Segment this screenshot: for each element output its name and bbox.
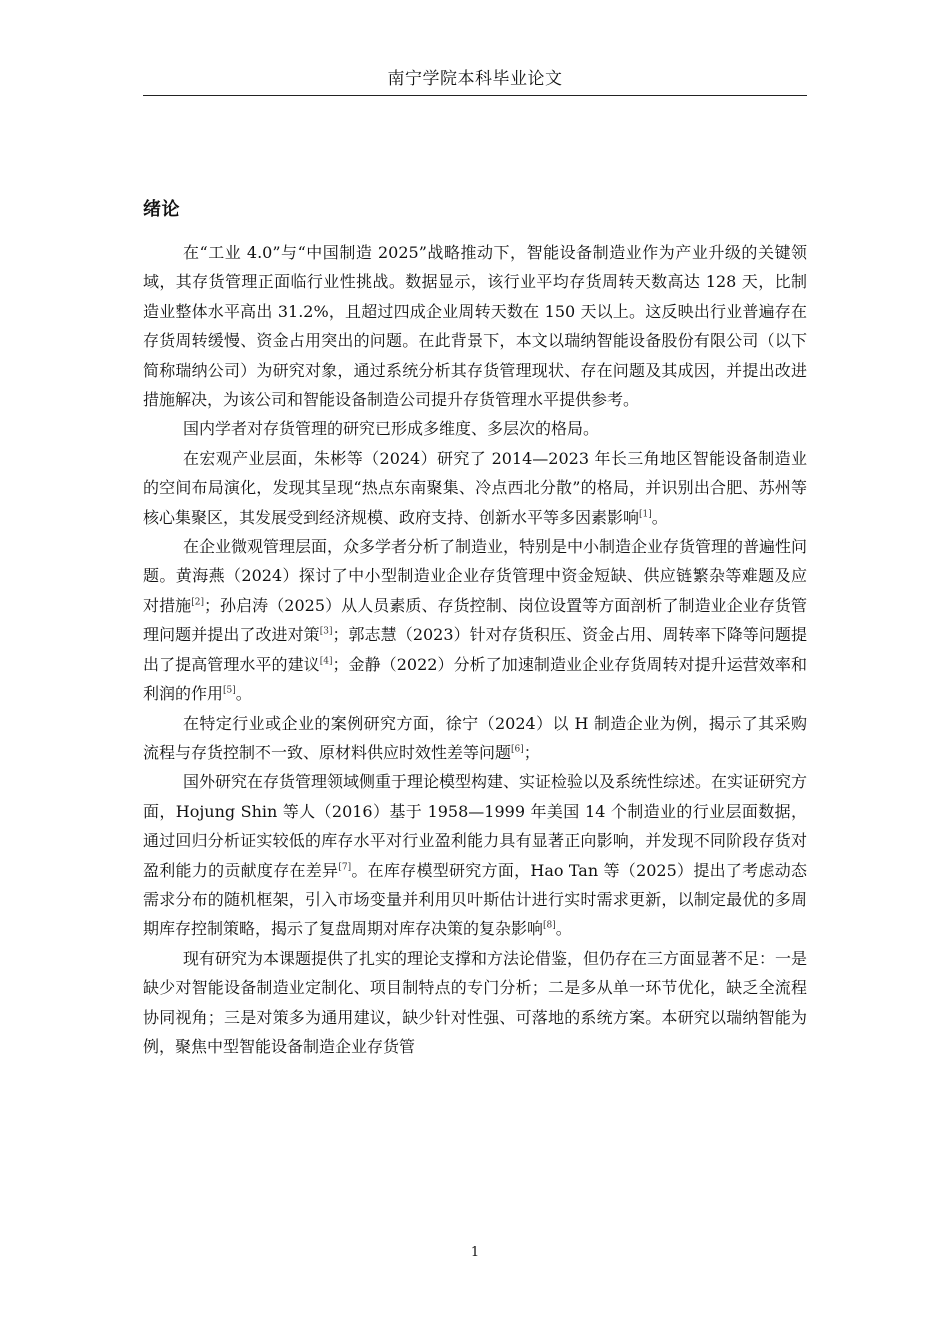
paragraph-text: ；孙启涛（2025）从人员素质、存货控制、岗位设置等方面剖析了制造业企业存货管理问题并提出了改进对策 <box>143 595 807 645</box>
paragraph-text: 国外研究在存货管理领域侧重于理论模型构建、实证检验以及系统性综述。在实证研究方面，Hojung Shin 等人（2016）基于 1958—1999 年美国 14 个制造业的行业层面数据，通过回归分析证实较低的库存水平对行业盈利能力具有显著正向影响，并发现不同阶段存货对盈利能力的贡献度存在差异 <box>143 772 808 880</box>
running-header: 南宁学院本科毕业论文 <box>387 69 563 89</box>
citation-ref[interactable]: [6] <box>511 744 524 755</box>
citation-ref[interactable]: [7] <box>338 862 352 873</box>
citation-ref[interactable]: [1] <box>639 509 652 520</box>
citation-ref[interactable]: [4] <box>319 656 333 667</box>
paragraph-1: 在“工业 4.0”与“中国制造 2025”战略推动下，智能设备制造业作为产业升级的关键领域，其存货管理正面临行业性挑战。数据显示，该行业平均存货周转天数高达 128 天，比制造业整体水平高出 31.2%，且超过四成企业周转天数在 150 天以上。这反映出行业普遍存在存货周转缓慢、资金占用突出的问题。在此背景下，本文以瑞纳智能设备股份有限公司（以下简称瑞纳公司）为研究对象，通过系统分析其存货管理现状、存在问题及其成因，并提出改进措施解决，为该公司和智能设备制造公司提升存货管理水平提供参考。 <box>143 243 807 410</box>
paragraph-text: ；金静（2022）分析了加速制造业企业存货周转对提升运营效率和利润的作用 <box>143 654 807 704</box>
paragraph-4 <box>143 532 807 708</box>
paragraph-text: 。 <box>555 919 572 939</box>
paragraph-text: ； <box>523 742 540 762</box>
paragraph-5 <box>143 709 807 768</box>
citation-ref[interactable]: [3] <box>319 626 333 637</box>
paragraph-text: 。 <box>651 507 668 527</box>
paragraph-text: 。在库存模型研究方面，Hao Tan 等（2025）提出了考虑动态需求分布的随机框架，引入市场变量并利用贝叶斯估计进行实时需求更新，以制定最优的多周期库存控制策略，揭示了复盘周期对库存决策的复杂影响 <box>143 860 807 939</box>
paragraph-text: 在特定行业或企业的案例研究方面，徐宁（2024）以 H 制造企业为例，揭示了其采购流程与存货控制不一致、原材料供应时效性差等问题 <box>143 713 807 762</box>
paragraph-text: 在企业微观管理层面，众多学者分析了制造业，特别是中小制造企业存货管理的普遍性问题。黄海燕（2024）探讨了中小型制造业企业存货管理中资金短缺、供应链繁杂等难题及应对措施 <box>143 537 808 615</box>
paragraph-text: ；郭志慧（2023）针对存货积压、资金占用、周转率下降等问题提出了提高管理水平的建议 <box>143 625 807 674</box>
body-text <box>143 238 807 1061</box>
citation-ref[interactable]: [2] <box>191 597 204 608</box>
paragraph-text: 在宏观产业层面，朱彬等（2024）研究了 2014—2023 年长三角地区智能设备制造业的空间布局演化，发现其呈现“热点东南聚集、冷点西北分散”的格局，并识别出合肥、苏州等核心集聚区，其发展受到经济规模、政府支持、创新水平等多因素影响 <box>143 448 807 527</box>
paragraph-3 <box>143 444 807 532</box>
page-number: 1 <box>470 1245 480 1260</box>
citation-ref[interactable]: [8] <box>543 921 556 932</box>
paragraph-6 <box>143 767 807 943</box>
header-divider <box>143 95 807 96</box>
section-title: 绪论 <box>143 199 180 220</box>
paragraph-text: 。 <box>235 684 252 704</box>
paragraph-7: 现有研究为本课题提供了扎实的理论支撑和方法论借鉴，但仍存在三方面显著不足：一是缺少对智能设备制造业定制化、项目制特点的专门分析；二是多从单一环节优化，缺乏全流程协同视角；三是对策多为通用建议，缺少针对性强、可落地的系统方案。本研究以瑞纳智能为例，聚焦中型智能设备制造企业存货管 <box>143 948 808 1056</box>
citation-ref[interactable]: [5] <box>223 685 236 696</box>
paragraph-2: 国内学者对存货管理的研究已形成多维度、多层次的格局。 <box>183 419 600 439</box>
